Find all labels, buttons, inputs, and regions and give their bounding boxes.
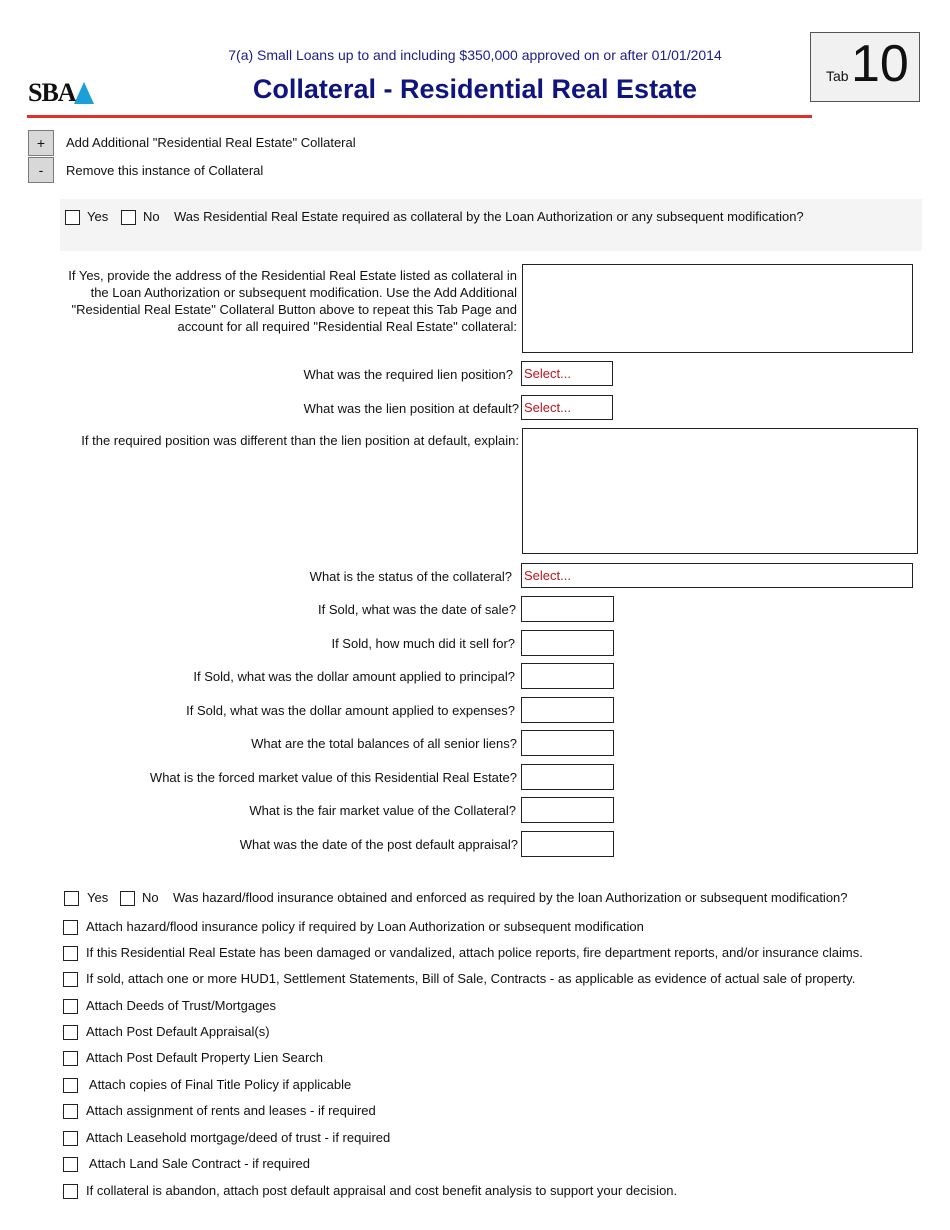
remove-collateral-label: Remove this instance of Collateral [66, 163, 264, 178]
sale-price-label: If Sold, how much did it sell for? [331, 636, 515, 651]
tab-word: Tab [826, 68, 849, 84]
add-collateral-button[interactable]: + [28, 130, 54, 156]
question1-yes-checkbox[interactable] [65, 210, 80, 225]
attachment-checkbox[interactable] [63, 946, 78, 961]
sba-logo-triangle-icon [74, 82, 94, 104]
attachment-checkbox[interactable] [63, 972, 78, 987]
attachment-checkbox[interactable] [63, 1157, 78, 1172]
sale-date-label: If Sold, what was the date of sale? [317, 602, 516, 617]
tab-number: 10 [851, 35, 909, 93]
forced-value-label: What is the forced market value of this Residential Real Estate? [149, 770, 517, 785]
expenses-label: If Sold, what was the dollar amount applied to expenses? [186, 703, 515, 718]
default-lien-label: What was the lien position at default? [303, 401, 519, 416]
question2-no-label: No [142, 890, 159, 905]
fair-value-input[interactable] [521, 797, 614, 823]
attachment-label: Attach hazard/flood insurance policy if required by Loan Authorization or subsequent modification [86, 919, 644, 934]
attachment-label: Attach assignment of rents and leases - if required [86, 1103, 376, 1118]
address-label-line: account for all required "Residential Real Estate" collateral: [177, 319, 517, 334]
address-label [60, 267, 517, 335]
question2-no-checkbox[interactable] [120, 891, 135, 906]
attachment-checkbox[interactable] [63, 1025, 78, 1040]
status-label: What is the status of the collateral? [309, 569, 512, 584]
principal-label: If Sold, what was the dollar amount applied to principal? [193, 669, 515, 684]
attachment-label: Attach Leasehold mortgage/deed of trust - if required [86, 1130, 391, 1145]
attachment-checkbox[interactable] [63, 1131, 78, 1146]
address-label-line: "Residential Real Estate" Collateral Button above to repeat this Tab Page and [71, 302, 517, 317]
attachment-label: Attach Deeds of Trust/Mortgages [86, 998, 277, 1013]
question1-text: Was Residential Real Estate required as collateral by the Loan Authorization or any subsequent modification? [174, 209, 804, 224]
address-label-line: the Loan Authorization or subsequent modification. Use the Add Additional [90, 285, 517, 300]
required-lien-select[interactable]: Select... [521, 361, 613, 386]
question1-yes-label: Yes [87, 209, 109, 224]
appraisal-date-input[interactable] [521, 831, 614, 857]
attachment-label: If collateral is abandon, attach post default appraisal and cost benefit analysis to support your decision. [86, 1183, 678, 1198]
question1-no-checkbox[interactable] [121, 210, 136, 225]
attachment-label: Attach copies of Final Title Policy if applicable [86, 1077, 352, 1092]
attachment-label: Attach Post Default Property Lien Search [86, 1050, 324, 1065]
question1-row [60, 199, 922, 251]
tab-indicator [810, 32, 920, 102]
question2-text: Was hazard/flood insurance obtained and enforced as required by the loan Authorization or subsequent modification? [173, 890, 848, 905]
add-collateral-label: Add Additional "Residential Real Estate" Collateral [66, 135, 356, 150]
sba-logo [28, 78, 98, 108]
address-textarea[interactable] [522, 264, 913, 353]
attachment-label: Attach Land Sale Contract - if required [86, 1156, 311, 1171]
principal-input[interactable] [521, 663, 614, 689]
address-label-line: If Yes, provide the address of the Residential Real Estate listed as collateral in [68, 268, 517, 283]
sale-date-input[interactable] [521, 596, 614, 622]
forced-value-input[interactable] [521, 764, 614, 790]
status-select[interactable]: Select... [521, 563, 913, 588]
fair-value-label: What is the fair market value of the Collateral? [249, 803, 516, 818]
expenses-input[interactable] [521, 697, 614, 723]
attachment-label: If this Residential Real Estate has been damaged or vandalized, attach police reports, fire department reports, and/or insurance claims. [86, 945, 863, 960]
senior-liens-input[interactable] [521, 730, 614, 756]
question1-no-label: No [143, 209, 160, 224]
attachment-checkbox[interactable] [63, 1104, 78, 1119]
explain-label: If the required position was different than the lien position at default, explain: [81, 433, 519, 448]
question2-yes-checkbox[interactable] [64, 891, 79, 906]
attachment-label: Attach Post Default Appraisal(s) [86, 1024, 270, 1039]
attachment-checkbox[interactable] [63, 999, 78, 1014]
attachment-checkbox[interactable] [63, 1078, 78, 1093]
question2-yes-label: Yes [87, 890, 109, 905]
attachment-label: If sold, attach one or more HUD1, Settlement Statements, Bill of Sale, Contracts - as applicable as evidence of actual sale of property. [86, 971, 856, 986]
explain-textarea[interactable] [522, 428, 918, 554]
sale-price-input[interactable] [521, 630, 614, 656]
remove-collateral-button[interactable]: - [28, 157, 54, 183]
appraisal-date-label: What was the date of the post default appraisal? [239, 837, 518, 852]
attachment-checkbox[interactable] [63, 1184, 78, 1199]
required-lien-label: What was the required lien position? [303, 367, 513, 382]
attachment-checkbox[interactable] [63, 1051, 78, 1066]
title-divider [27, 115, 812, 118]
senior-liens-label: What are the total balances of all senior liens? [251, 736, 517, 751]
sba-logo-text: SBA [28, 78, 76, 107]
attachment-checkbox[interactable] [63, 920, 78, 935]
form-subtitle: 7(a) Small Loans up to and including $350,000 approved on or after 01/01/2014 [228, 47, 722, 63]
default-lien-select[interactable]: Select... [521, 395, 613, 420]
page-title: Collateral - Residential Real Estate [252, 74, 698, 104]
